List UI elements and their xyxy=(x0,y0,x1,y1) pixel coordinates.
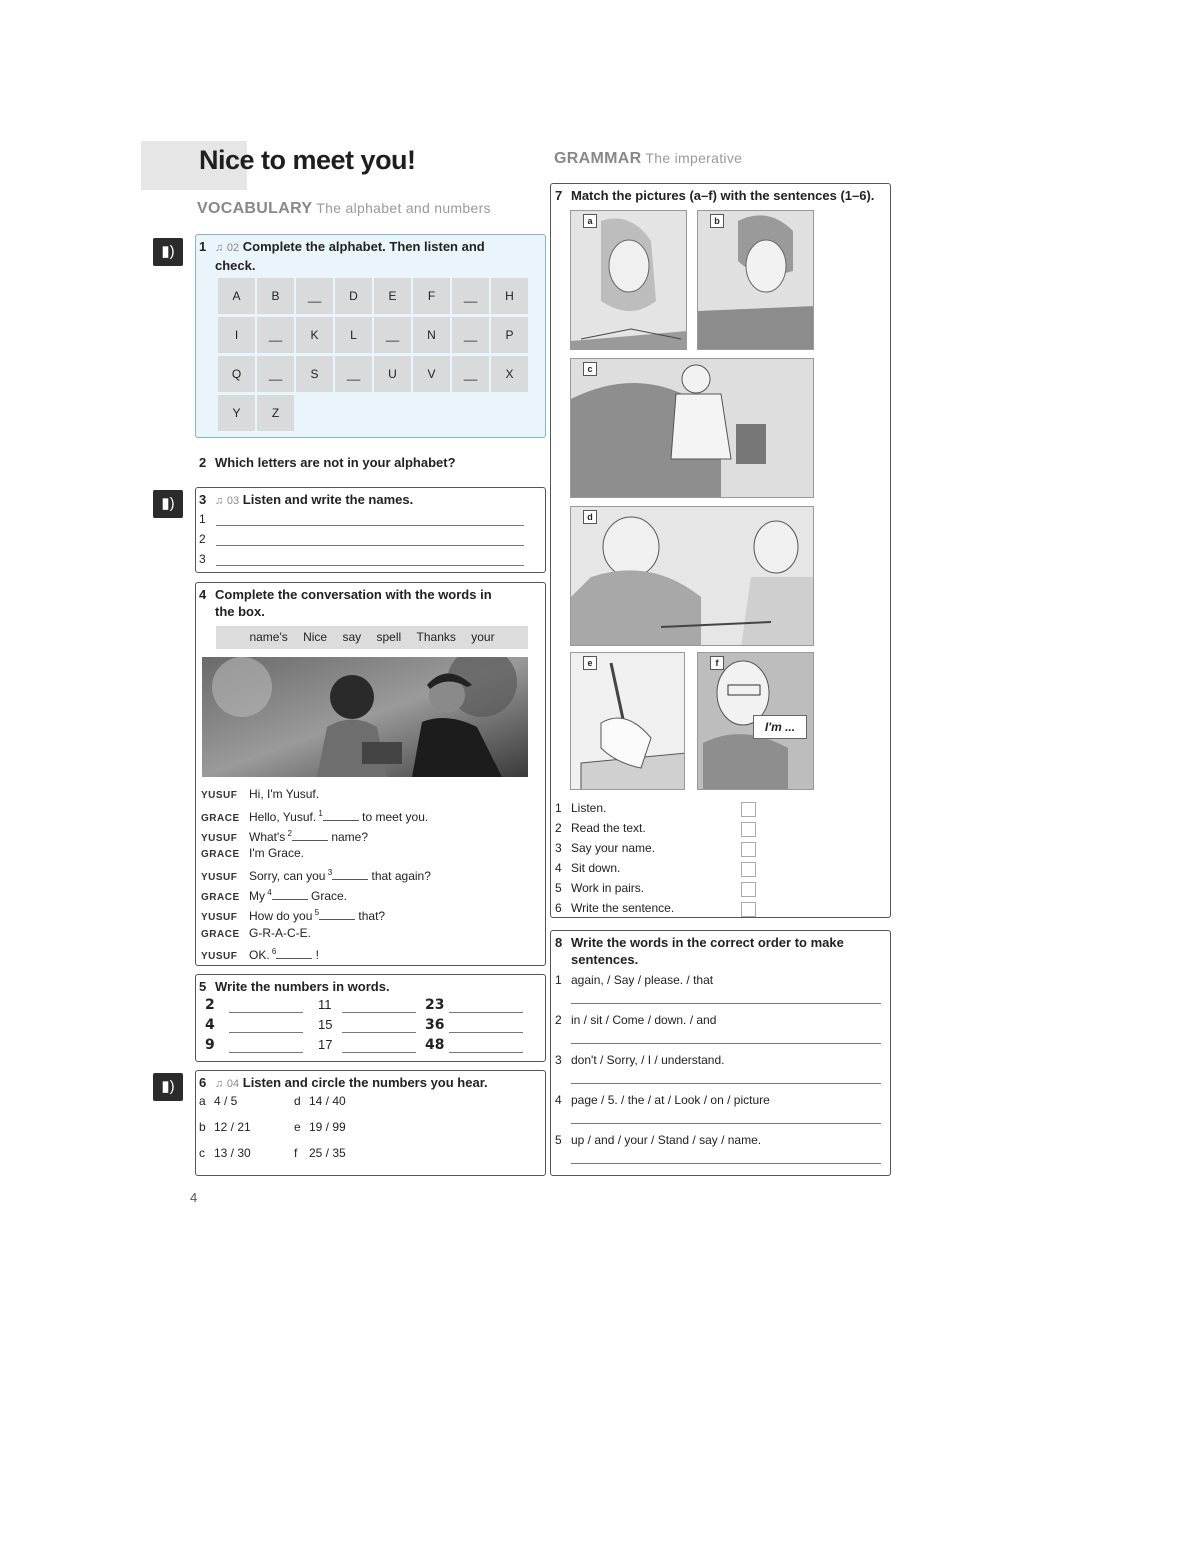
answer-line[interactable] xyxy=(571,1163,881,1164)
audio-speaker-icon[interactable]: ▮) xyxy=(153,1073,183,1101)
grammar-heading xyxy=(554,150,742,168)
picture-label: a xyxy=(583,214,597,228)
number-to-write: 9 xyxy=(205,1037,215,1053)
track-number: 03 xyxy=(226,495,240,507)
choice-letter: d xyxy=(294,1094,301,1108)
picture-d-work-in-pairs xyxy=(570,506,814,646)
speaker-name: GRACE xyxy=(201,892,240,903)
speaker-name: GRACE xyxy=(201,849,240,861)
choice-letter: c xyxy=(199,1146,205,1160)
scrambled-words: don't / Sorry, / I / understand. xyxy=(571,1053,725,1067)
alphabet-letter: Y xyxy=(218,395,255,431)
answer-line[interactable] xyxy=(216,565,524,566)
choice-letter: b xyxy=(199,1120,206,1134)
sentence-text: Say your name. xyxy=(571,841,656,855)
sentence-text: Read the text. xyxy=(571,821,646,835)
exercise-6-instruction xyxy=(199,1074,488,1093)
exercise-number: 6 xyxy=(199,1075,207,1090)
alphabet-letter: D xyxy=(335,278,372,314)
dialogue-text: Grace. xyxy=(307,889,348,903)
exercise-number: 7 xyxy=(555,188,563,203)
speaker-name: YUSUF xyxy=(201,911,238,923)
gap-number: 6 xyxy=(269,947,277,957)
exercise-5-instruction xyxy=(199,978,390,995)
dialogue-text: that? xyxy=(355,908,386,923)
answer-line[interactable] xyxy=(449,1032,523,1033)
gap-number: 4 xyxy=(265,888,272,897)
page-number: 4 xyxy=(190,1190,198,1205)
exercise-1-instruction xyxy=(199,238,539,274)
photo-two-people-talking xyxy=(202,657,528,777)
answer-line[interactable] xyxy=(342,1052,416,1053)
scrambled-words: in / sit / Come / down. / and xyxy=(571,1013,717,1027)
dialogue-text: ! xyxy=(312,948,320,963)
picture-a-reading xyxy=(570,210,687,350)
dialogue-line xyxy=(201,883,347,903)
answer-line[interactable] xyxy=(571,1043,881,1044)
instruction-text: Listen and write the names. xyxy=(242,492,414,507)
alphabet-letter: N xyxy=(413,317,450,353)
number-choice[interactable]: 13 / 30 xyxy=(214,1146,251,1160)
dialogue-line xyxy=(201,824,368,844)
dialogue-text: Hi, I'm Yusuf. xyxy=(249,787,320,801)
scrambled-words: page / 5. / the / at / Look / on / picture xyxy=(571,1093,770,1107)
number-to-write: 2 xyxy=(205,997,215,1013)
answer-line[interactable] xyxy=(229,1052,303,1053)
number-to-write: 15 xyxy=(318,1017,333,1032)
exercise-number: 1 xyxy=(199,239,207,254)
headphones-icon: ♫ xyxy=(215,1078,224,1090)
answer-line[interactable] xyxy=(449,1012,523,1013)
audio-speaker-icon[interactable]: ▮) xyxy=(153,490,183,518)
vocabulary-subheading: The alphabet and numbers xyxy=(316,200,491,216)
speaker-name: YUSUF xyxy=(201,872,238,884)
dialogue-text: Hello, Yusuf. xyxy=(249,809,317,824)
answer-number: 1 xyxy=(199,512,206,526)
alphabet-letter: L xyxy=(335,317,372,353)
choice-letter: a xyxy=(199,1094,206,1108)
picture-label: e xyxy=(583,656,597,670)
alphabet-blank[interactable]: __ xyxy=(335,356,372,392)
exercise-number: 3 xyxy=(199,492,207,507)
sentence-text: Write the sentence. xyxy=(571,901,675,915)
speech-bubble: I'm ... xyxy=(753,715,807,739)
answer-checkbox[interactable] xyxy=(741,862,756,877)
alphabet-blank[interactable]: __ xyxy=(452,278,489,314)
number-to-write: 23 xyxy=(425,997,445,1013)
word-box-item: name's xyxy=(249,630,288,644)
answer-checkbox[interactable] xyxy=(741,902,756,917)
picture-b-listening xyxy=(697,210,814,350)
audio-speaker-icon[interactable]: ▮) xyxy=(153,238,183,266)
answer-line[interactable] xyxy=(342,1012,416,1013)
dialogue-line xyxy=(201,903,385,923)
scrambled-words: up / and / your / Stand / say / name. xyxy=(571,1133,762,1147)
picture-label: d xyxy=(583,510,597,524)
gap-number: 5 xyxy=(312,907,320,917)
picture-label: f xyxy=(710,656,724,670)
sentence-number: 4 xyxy=(555,861,562,875)
number-choice[interactable]: 4 / 5 xyxy=(214,1094,238,1108)
grammar-subheading: The imperative xyxy=(645,150,743,166)
instruction-line-2: sentences. xyxy=(571,952,639,967)
dialogue-text: that again? xyxy=(368,869,431,884)
sentence-number: 2 xyxy=(555,821,562,835)
sentence-text: Listen. xyxy=(571,801,607,815)
number-choice[interactable]: 25 / 35 xyxy=(309,1146,346,1160)
alphabet-letter: U xyxy=(374,356,411,392)
alphabet-letter: S xyxy=(296,356,333,392)
answer-line[interactable] xyxy=(216,545,524,546)
dialogue-line xyxy=(201,843,304,863)
exercise-number: 2 xyxy=(199,455,207,470)
answer-line[interactable] xyxy=(216,525,524,526)
vocabulary-label: VOCABULARY xyxy=(197,200,313,217)
picture-f-say-your-name xyxy=(697,652,814,790)
alphabet-letter: A xyxy=(218,278,255,314)
dialogue-text: What's xyxy=(249,829,286,844)
grammar-label: GRAMMAR xyxy=(554,150,642,167)
exercise-4-instruction xyxy=(199,586,539,620)
instruction-line-1: Write the words in the correct order to make xyxy=(571,935,844,950)
gap-blank[interactable] xyxy=(276,948,312,959)
instruction-line-2: the box. xyxy=(215,604,265,619)
page-title: Nice to meet you! xyxy=(199,145,416,175)
answer-line[interactable] xyxy=(571,1123,881,1124)
dialogue-line xyxy=(201,784,319,804)
sentence-number: 3 xyxy=(555,841,562,855)
instruction-text: Listen and circle the numbers you hear. xyxy=(242,1075,488,1090)
gap-blank[interactable] xyxy=(292,830,328,841)
exercise-3-instruction xyxy=(199,491,413,510)
alphabet-letter: B xyxy=(257,278,294,314)
answer-line[interactable] xyxy=(449,1052,523,1053)
number-choice[interactable]: 19 / 99 xyxy=(309,1120,346,1134)
instruction-text: Write the numbers in words. xyxy=(215,979,390,994)
exercise-number: 4 xyxy=(199,587,207,602)
alphabet-blank[interactable]: __ xyxy=(452,317,489,353)
alphabet-letter: H xyxy=(491,278,528,314)
exercise-number: 5 xyxy=(199,979,207,994)
instruction-line-1: Complete the conversation with the words in xyxy=(215,587,492,602)
picture-label: c xyxy=(583,362,597,376)
alphabet-blank[interactable]: __ xyxy=(374,317,411,353)
number-to-write: 36 xyxy=(425,1017,445,1033)
word-box-item: spell xyxy=(376,630,402,644)
instruction-line-1: Complete the alphabet. Then listen and xyxy=(242,239,485,254)
speaker-name: YUSUF xyxy=(201,790,238,801)
gap-number: 1 xyxy=(316,808,323,818)
dialogue-line xyxy=(201,804,428,824)
speaker-name: YUSUF xyxy=(201,951,238,963)
speaker-name: GRACE xyxy=(201,928,240,940)
answer-line[interactable] xyxy=(571,1003,881,1004)
scrambled-words: again, / Say / please. / that xyxy=(571,973,714,987)
alphabet-letter: I xyxy=(218,317,255,353)
number-to-write: 4 xyxy=(205,1017,215,1033)
number-to-write: 48 xyxy=(425,1037,445,1053)
answer-number: 3 xyxy=(199,552,206,566)
number-to-write: 11 xyxy=(318,997,332,1012)
picture-label: b xyxy=(710,214,724,228)
alphabet-letter: Q xyxy=(218,356,255,392)
alphabet-letter: Z xyxy=(257,395,294,431)
dialogue-text: to meet you. xyxy=(358,809,429,824)
gap-blank[interactable] xyxy=(272,889,308,900)
dialogue-line xyxy=(201,923,311,943)
gap-number: 3 xyxy=(325,868,333,878)
dialogue-line xyxy=(201,942,319,962)
dialogue-text: How do you xyxy=(249,908,313,923)
speaker-name: YUSUF xyxy=(201,832,238,844)
answer-line[interactable] xyxy=(229,1012,303,1013)
item-number: 1 xyxy=(555,973,562,987)
answer-checkbox[interactable] xyxy=(741,842,756,857)
track-number: 02 xyxy=(226,242,240,254)
picture-c-sitting-down xyxy=(570,358,814,498)
gap-blank[interactable] xyxy=(319,909,355,920)
answer-line[interactable] xyxy=(571,1083,881,1084)
dialogue-text: name? xyxy=(327,829,369,844)
word-box-item: Thanks xyxy=(416,630,456,644)
dialogue-text: Sorry, can you xyxy=(249,869,326,884)
dialogue-text: I'm Grace. xyxy=(249,846,304,861)
sentence-number: 5 xyxy=(555,881,562,895)
word-box xyxy=(216,626,528,649)
alphabet-letter: P xyxy=(491,317,528,353)
sentence-number: 1 xyxy=(555,801,562,815)
headphones-icon: ♫ xyxy=(215,495,224,507)
dialogue-text: G-R-A-C-E. xyxy=(249,925,311,940)
item-number: 4 xyxy=(555,1093,562,1107)
alphabet-letter: V xyxy=(413,356,450,392)
sentence-text: Work in pairs. xyxy=(571,881,645,895)
item-number: 3 xyxy=(555,1053,562,1067)
word-box-item: your xyxy=(471,630,495,644)
speaker-name: GRACE xyxy=(201,812,240,824)
alphabet-letter: E xyxy=(374,278,411,314)
word-box-item: say xyxy=(342,630,362,644)
word-box-item: Nice xyxy=(303,630,328,644)
number-choice[interactable]: 14 / 40 xyxy=(309,1094,346,1108)
instruction-line-2: check. xyxy=(215,258,256,273)
choice-letter: f xyxy=(294,1146,298,1160)
exercise-2-instruction xyxy=(199,454,456,471)
alphabet-blank[interactable]: __ xyxy=(257,356,294,392)
alphabet-blank[interactable]: __ xyxy=(452,356,489,392)
choice-letter: e xyxy=(294,1120,301,1134)
item-number: 2 xyxy=(555,1013,562,1027)
gap-blank[interactable] xyxy=(323,810,359,821)
instruction-text: Which letters are not in your alphabet? xyxy=(215,455,456,470)
alphabet-letter: F xyxy=(413,278,450,314)
alphabet-letter: K xyxy=(296,317,333,353)
track-number: 04 xyxy=(226,1078,240,1090)
answer-number: 2 xyxy=(199,532,206,546)
answer-checkbox[interactable] xyxy=(741,802,756,817)
gap-number: 2 xyxy=(285,828,292,838)
alphabet-blank[interactable]: __ xyxy=(296,278,333,314)
exercise-number: 8 xyxy=(555,935,563,950)
alphabet-blank[interactable]: __ xyxy=(257,317,294,353)
number-choice[interactable]: 12 / 21 xyxy=(214,1120,251,1134)
sentence-text: Sit down. xyxy=(571,861,621,875)
answer-checkbox[interactable] xyxy=(741,822,756,837)
answer-line[interactable] xyxy=(342,1032,416,1033)
gap-blank[interactable] xyxy=(332,869,368,880)
headphones-icon: ♫ xyxy=(215,242,224,254)
instruction-text: Match the pictures (a–f) with the sentences (1–6). xyxy=(571,188,875,203)
exercise-7-instruction xyxy=(555,187,887,204)
dialogue-line xyxy=(201,863,431,883)
picture-e-writing xyxy=(570,652,685,790)
item-number: 5 xyxy=(555,1133,562,1147)
answer-checkbox[interactable] xyxy=(741,882,756,897)
alphabet-letter: X xyxy=(491,356,528,392)
dialogue-text: My xyxy=(249,889,265,903)
number-to-write: 17 xyxy=(318,1037,333,1052)
exercise-8-instruction xyxy=(555,934,887,968)
dialogue-text: OK. xyxy=(249,948,270,963)
vocabulary-heading xyxy=(197,200,491,218)
answer-line[interactable] xyxy=(229,1032,303,1033)
sentence-number: 6 xyxy=(555,901,562,915)
